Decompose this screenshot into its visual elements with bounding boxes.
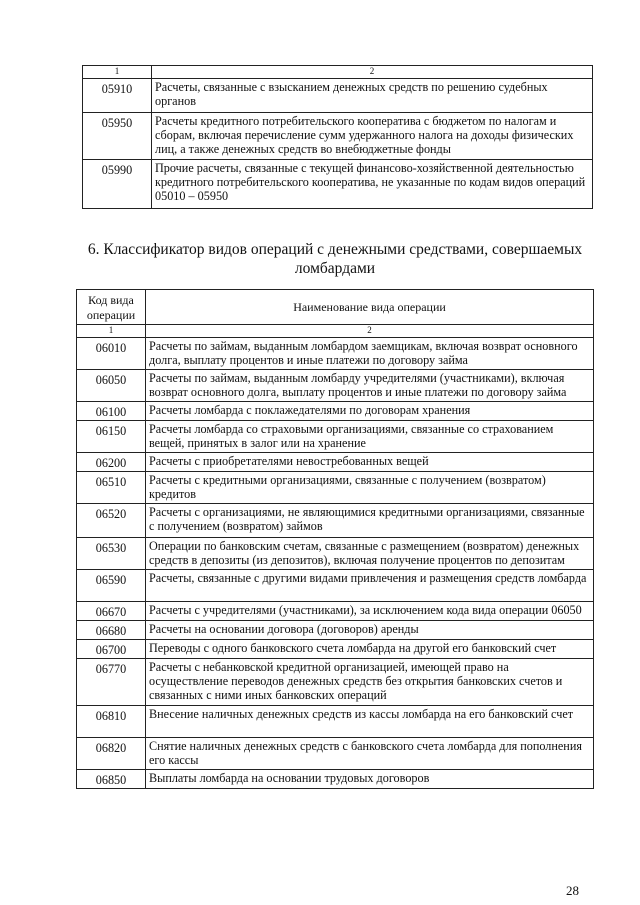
table-row	[77, 602, 594, 621]
table-row	[77, 421, 594, 453]
operation-code: 05990	[83, 160, 152, 209]
table-row	[77, 706, 594, 738]
operation-code: 06010	[77, 338, 146, 370]
operation-code: 06590	[77, 570, 146, 602]
operation-name: Расчеты по займам, выданным ломбардом заемщикам, включая возврат основного долга, выплату процентов и иные платежи по договору займа	[146, 338, 594, 370]
operation-code: 06670	[77, 602, 146, 621]
table-row	[77, 570, 594, 602]
operation-code: 06050	[77, 370, 146, 402]
operation-name: Расчеты по займам, выданным ломбарду учредителями (участниками), включая возврат основного долга, выплату процентов и иные платежи по договору займа	[146, 370, 594, 402]
operation-name: Снятие наличных денежных средств с банковского счета ломбарда для пополнения его кассы	[146, 738, 594, 770]
table-row	[77, 338, 594, 370]
operation-name: Расчеты с учредителями (участниками), за исключением кода вида операции 06050	[146, 602, 594, 621]
operation-name: Расчеты с организациями, не являющимися кредитными организациями, связанные с получением (возвратом) займов	[146, 504, 594, 538]
operation-code: 06520	[77, 504, 146, 538]
table-row	[83, 160, 593, 209]
operation-code: 06820	[77, 738, 146, 770]
operation-name: Расчеты ломбарда с поклажедателями по договорам хранения	[146, 402, 594, 421]
col-number-2: 2	[146, 325, 594, 338]
operations-table	[76, 289, 594, 789]
operation-name: Операции по банковским счетам, связанные с размещением (возвратом) денежных средств в депозиты (из депозитов), включая получение процентов по депозитам	[146, 538, 594, 570]
operation-code: 06810	[77, 706, 146, 738]
operation-code: 06510	[77, 472, 146, 504]
operation-code: 06200	[77, 453, 146, 472]
table-row	[77, 770, 594, 789]
operation-name: Расчеты с приобретателями невостребованных вещей	[146, 453, 594, 472]
page-number: 28	[566, 883, 579, 898]
operation-name: Расчеты кредитного потребительского кооператива с бюджетом по налогам и сборам, включая перечисление сумм удержанного налога на доходы физических лиц, а также денежных средств во внебюджетные фонды	[152, 113, 593, 160]
operation-name: Расчеты, связанные с другими видами привлечения и размещения средств ломбарда	[146, 570, 594, 602]
operation-name: Прочие расчеты, связанные с текущей финансово-хозяйственной деятельностью кредитного потребительского кооператива, не указанные по кодам видов операций 05010 – 05950	[152, 160, 593, 209]
operation-name: Выплаты ломбарда на основании трудовых договоров	[146, 770, 594, 789]
operation-name: Расчеты ломбарда со страховыми организациями, связанные со страхованием вещей, принятых в залог или на хранение	[146, 421, 594, 453]
section-title: 6. Классификатор видов операций с денежными средствами, совершаемых ломбардами	[87, 241, 583, 277]
col-number-1: 1	[83, 66, 152, 79]
operation-name: Расчеты, связанные с взысканием денежных средств по решению судебных органов	[152, 79, 593, 113]
operation-name: Расчеты с небанковской кредитной организацией, имеющей право на осуществление переводов денежных средств без открытия банковских счетов и связанных с ними иных банковских операций	[146, 659, 594, 706]
table-row	[77, 453, 594, 472]
operation-code: 05950	[83, 113, 152, 160]
operation-code: 06530	[77, 538, 146, 570]
operation-code: 05910	[83, 79, 152, 113]
operation-name: Внесение наличных денежных средств из кассы ломбарда на его банковский счет	[146, 706, 594, 738]
operation-code: 06850	[77, 770, 146, 789]
table-row	[77, 370, 594, 402]
table-row	[77, 640, 594, 659]
operation-code: 06770	[77, 659, 146, 706]
table-row	[77, 504, 594, 538]
table-row	[77, 738, 594, 770]
header-row	[77, 290, 594, 325]
operation-code: 06150	[77, 421, 146, 453]
table-row	[83, 79, 593, 113]
table-row	[77, 538, 594, 570]
operation-code: 06100	[77, 402, 146, 421]
operation-name: Переводы с одного банковского счета ломбарда на другой его банковский счет	[146, 640, 594, 659]
table-row	[83, 113, 593, 160]
header-code: Код вида операции	[77, 290, 146, 325]
table-row	[77, 402, 594, 421]
operation-code: 06700	[77, 640, 146, 659]
col-number-2: 2	[152, 66, 593, 79]
column-number-row	[77, 325, 594, 338]
table-row	[77, 621, 594, 640]
operation-name: Расчеты на основании договора (договоров) аренды	[146, 621, 594, 640]
table-row	[77, 659, 594, 706]
operation-code: 06680	[77, 621, 146, 640]
column-number-row	[83, 66, 593, 79]
table-continued	[82, 65, 593, 209]
table-row	[77, 472, 594, 504]
col-number-1: 1	[77, 325, 146, 338]
operation-name: Расчеты с кредитными организациями, связанные с получением (возвратом) кредитов	[146, 472, 594, 504]
header-name: Наименование вида операции	[146, 290, 594, 325]
